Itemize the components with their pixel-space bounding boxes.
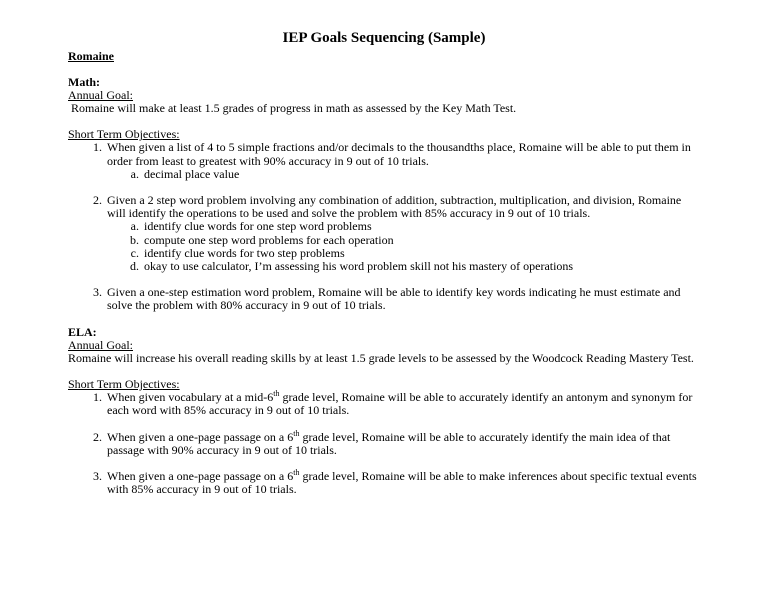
sub-objective-item <box>142 168 700 181</box>
document-title: IEP Goals Sequencing (Sample) <box>282 30 486 46</box>
sub-objective-item <box>142 260 700 273</box>
sub-objective-text: compute one step word problems for each operation <box>144 232 394 247</box>
objective-text-post: grade level, Romaine will be able to accurately identify the main idea of that passage with 90% accuracy in 9 out of 10 trials. <box>107 429 671 457</box>
objective-text: Given a one-step estimation word problem, Romaine will be able to identify key words indicating he must estimate and solve the problem with 80% accuracy in 9 out of 10 trials. <box>107 285 681 313</box>
sub-objective-text: decimal place value <box>144 166 240 181</box>
grade-superscript: th <box>293 428 300 438</box>
objective-text-post: grade level, Romaine will be able to make inferences about specific textual events with 85% accuracy in 9 out of 10 trials. <box>107 469 697 497</box>
sub-objective-text: okay to use calculator, I’m assessing his word problem skill not his mastery of operations <box>144 258 574 273</box>
objective-text-pre: When given vocabulary at a mid-6 <box>107 390 274 405</box>
objective-item <box>105 141 700 181</box>
objective-text: Given a 2 step word problem involving any combination of addition, subtraction, multiplication, and division, Romaine will identify the operations to be used and solve the problem with 85% accuracy in 9 out of 10 trials. <box>107 193 682 221</box>
math-section <box>68 76 700 313</box>
sub-objectives-list <box>107 168 700 181</box>
objective-item <box>105 286 700 312</box>
math-annual-goal-text: Romaine will make at least 1.5 grades of progress in math as assessed by the Key Math Test. <box>68 101 517 116</box>
ela-section <box>68 326 700 497</box>
objective-item <box>105 470 700 496</box>
math-objectives-list <box>68 141 700 312</box>
math-section-heading: Math: <box>68 74 100 89</box>
ela-section-heading: ELA: <box>68 324 97 339</box>
objective-text: When given a list of 4 to 5 simple fractions and/or decimals to the thousandths place, Romaine will be able to put them in order from least to greatest with 90% accuracy in 9 out of 10 trials. <box>107 140 691 168</box>
objective-item <box>105 391 700 417</box>
sub-objectives-list <box>107 220 700 273</box>
ela-annual-goal-label: Annual Goal: <box>68 337 133 352</box>
math-objectives-label: Short Term Objectives: <box>68 127 180 142</box>
objective-item <box>105 194 700 273</box>
sub-objective-text: identify clue words for one step word problems <box>144 219 372 234</box>
ela-objectives-label: Short Term Objectives: <box>68 377 180 392</box>
objective-text-pre: When given a one-page passage on a 6 <box>107 429 294 444</box>
grade-superscript: th <box>293 468 300 477</box>
objective-text-post: grade level, Romaine will be able to accurately identify an antonym and synonym for each word with 85% accuracy in 9 out of 10 trials. <box>107 390 693 418</box>
student-name: Romaine <box>68 48 114 63</box>
math-annual-goal-label: Annual Goal: <box>68 87 133 102</box>
ela-annual-goal-text: Romaine will increase his overall reading skills by at least 1.5 grade levels to be assessed by the Woodcock Reading Mastery Test. <box>68 350 694 365</box>
grade-superscript: th <box>273 389 280 399</box>
objective-text-pre: When given a one-page passage on a 6 <box>107 469 294 483</box>
objective-item <box>105 428 700 457</box>
sub-objective-text: identify clue words for two step problems <box>144 245 345 260</box>
ela-objectives-list <box>68 391 700 496</box>
